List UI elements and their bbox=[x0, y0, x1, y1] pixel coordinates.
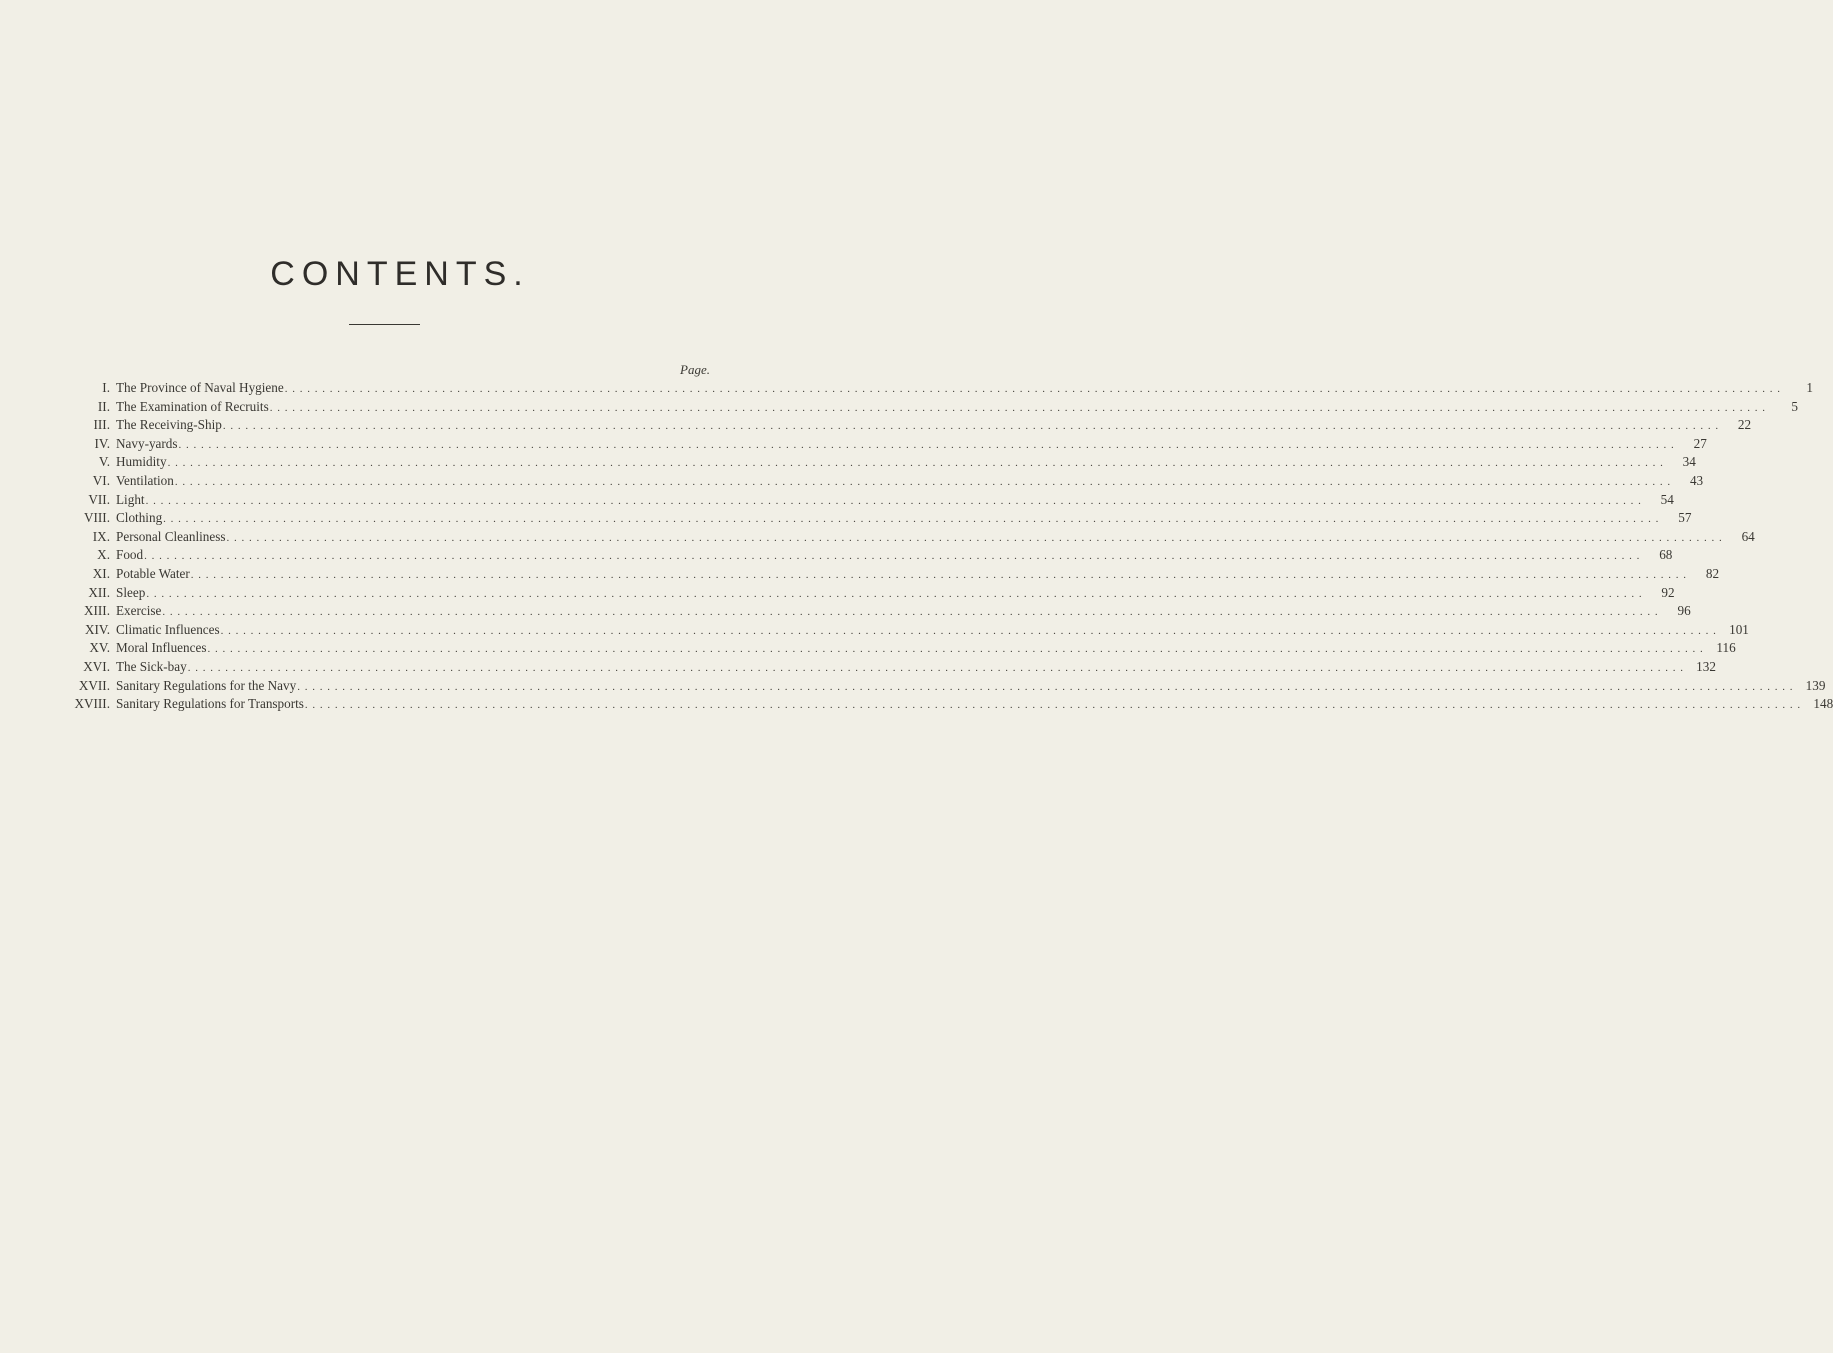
page-number: 92 bbox=[1661, 584, 1675, 600]
chapter-title: The Sick-bay bbox=[116, 658, 187, 674]
dot-leader: . . . . . . . . . . . . . . . . . . . . . . . . . . . . . . . . . . . . . . . . . . . . . . . . . . . . . . . . . . . . . . . . . . . . . . . . . . . . . . . . . . . . . . . . . . . . . . . . . . . . . . . . . . . . . . . . . . . . . . . . . . . . . . . . . . . . . . . . . . . . . . . . . . . . . . . . . . . . . . . . . . . . . . . . . . . . . . . . . . . . . . . . . . . . . . . . . . . . . . . . bbox=[297, 680, 1794, 693]
chapter-number: XVI. bbox=[83, 658, 110, 674]
page-column-label: Page. bbox=[680, 362, 710, 377]
dot-leader: . . . . . . . . . . . . . . . . . . . . . . . . . . . . . . . . . . . . . . . . . . . . . . . . . . . . . . . . . . . . . . . . . . . . . . . . . . . . . . . . . . . . . . . . . . . . . . . . . . . . . . . . . . . . . . . . . . . . . . . . . . . . . . . . . . . . . . . . . . . . . . . . . . . . . . . . . . . . . . . . . . . . . . . . . . . . . . . . . . . . . . . . . . . . . . . . . . . . . . . . bbox=[190, 568, 1688, 581]
toc-entry bbox=[40, 509, 1692, 528]
chapter-number: III. bbox=[93, 417, 110, 433]
chapter-number: XV. bbox=[89, 640, 110, 656]
toc-entry bbox=[40, 472, 1704, 491]
table-of-contents bbox=[40, 379, 1833, 714]
chapter-number: XII. bbox=[88, 584, 110, 600]
dot-leader: . . . . . . . . . . . . . . . . . . . . . . . . . . . . . . . . . . . . . . . . . . . . . . . . . . . . . . . . . . . . . . . . . . . . . . . . . . . . . . . . . . . . . . . . . . . . . . . . . . . . . . . . . . . . . . . . . . . . . . . . . . . . . . . . . . . . . . . . . . . . . . . . . . . . . . . . . . . . . . . . . . . . . . . . . . . . . . . . . . . . . . . . . . . . . . . . . . . . . . . . bbox=[167, 457, 1664, 470]
toc-entry bbox=[40, 677, 1826, 696]
chapter-number: X. bbox=[97, 547, 110, 563]
chapter-title: Food bbox=[116, 547, 144, 563]
toc-entry bbox=[40, 379, 1813, 398]
dot-leader: . . . . . . . . . . . . . . . . . . . . . . . . . . . . . . . . . . . . . . . . . . . . . . . . . . . . . . . . . . . . . . . . . . . . . . . . . . . . . . . . . . . . . . . . . . . . . . . . . . . . . . . . . . . . . . . . . . . . . . . . . . . . . . . . . . . . . . . . . . . . . . . . . . . . . . . . . . . . . . . . . . . . . . . . . . . . . . . . . . . . . . . . . . . . . . . . . . . . . . . . bbox=[174, 475, 1672, 488]
toc-entry bbox=[40, 398, 1798, 417]
chapter-title: Sleep bbox=[116, 584, 146, 600]
page-number: 148 bbox=[1813, 696, 1833, 712]
page-number: 116 bbox=[1716, 640, 1736, 656]
chapter-number: XIII. bbox=[84, 603, 110, 619]
page-number: 68 bbox=[1659, 547, 1673, 563]
dot-leader: . . . . . . . . . . . . . . . . . . . . . . . . . . . . . . . . . . . . . . . . . . . . . . . . . . . . . . . . . . . . . . . . . . . . . . . . . . . . . . . . . . . . . . . . . . . . . . . . . . . . . . . . . . . . . . . . . . . . . . . . . . . . . . . . . . . . . . . . . . . . . . . . . . . . . . . . . . . . . . . . . . . . . . . . . . . . . . . . . . . . . . . . . . . . . . . . . . . . . . . . bbox=[144, 550, 1641, 563]
chapter-title: Exercise bbox=[116, 603, 162, 619]
dot-leader: . . . . . . . . . . . . . . . . . . . . . . . . . . . . . . . . . . . . . . . . . . . . . . . . . . . . . . . . . . . . . . . . . . . . . . . . . . . . . . . . . . . . . . . . . . . . . . . . . . . . . . . . . . . . . . . . . . . . . . . . . . . . . . . . . . . . . . . . . . . . . . . . . . . . . . . . . . . . . . . . . . . . . . . . . . . . . . . . . . . . . . . . . . . . . . . . . . . . . . . . bbox=[145, 494, 1642, 507]
chapter-title: Personal Cleanliness bbox=[116, 528, 226, 544]
chapter-title: Clothing bbox=[116, 510, 163, 526]
page-number: 5 bbox=[1791, 398, 1798, 414]
dot-leader: . . . . . . . . . . . . . . . . . . . . . . . . . . . . . . . . . . . . . . . . . . . . . . . . . . . . . . . . . . . . . . . . . . . . . . . . . . . . . . . . . . . . . . . . . . . . . . . . . . . . . . . . . . . . . . . . . . . . . . . . . . . . . . . . . . . . . . . . . . . . . . . . . . . . . . . . . . . . . . . . . . . . . . . . . . . . . . . . . . . . . . . . . . . . . . . . . . . . . . . . bbox=[269, 401, 1766, 414]
page-number: 139 bbox=[1805, 677, 1826, 693]
chapter-number: VI. bbox=[92, 472, 110, 488]
toc-entry bbox=[40, 453, 1696, 472]
dot-leader: . . . . . . . . . . . . . . . . . . . . . . . . . . . . . . . . . . . . . . . . . . . . . . . . . . . . . . . . . . . . . . . . . . . . . . . . . . . . . . . . . . . . . . . . . . . . . . . . . . . . . . . . . . . . . . . . . . . . . . . . . . . . . . . . . . . . . . . . . . . . . . . . . . . . . . . . . . . . . . . . . . . . . . . . . . . . . . . . . . . . . . . . . . . . . . . . . . . . . . . . bbox=[146, 587, 1643, 600]
chapter-number: XVIII. bbox=[74, 696, 110, 712]
toc-entry bbox=[40, 416, 1752, 435]
page-number: 34 bbox=[1682, 454, 1696, 470]
chapter-title: Sanitary Regulations for the Navy bbox=[116, 677, 297, 693]
toc-entry bbox=[40, 621, 1749, 640]
chapter-number: VIII. bbox=[84, 510, 110, 526]
page-number: 96 bbox=[1677, 603, 1691, 619]
page-number: 82 bbox=[1705, 565, 1720, 581]
chapter-number: IV. bbox=[94, 435, 110, 451]
chapter-title: Light bbox=[116, 491, 145, 507]
toc-entry bbox=[40, 658, 1716, 677]
page-number: 43 bbox=[1689, 472, 1704, 488]
chapter-number: XI. bbox=[92, 565, 110, 581]
toc-entry bbox=[40, 528, 1755, 547]
page-number: 22 bbox=[1737, 417, 1752, 433]
dot-leader: . . . . . . . . . . . . . . . . . . . . . . . . . . . . . . . . . . . . . . . . . . . . . . . . . . . . . . . . . . . . . . . . . . . . . . . . . . . . . . . . . . . . . . . . . . . . . . . . . . . . . . . . . . . . . . . . . . . . . . . . . . . . . . . . . . . . . . . . . . . . . . . . . . . . . . . . . . . . . . . . . . . . . . . . . . . . . . . . . . . . . . . . . . . . . . . . . . . . . . . . bbox=[178, 438, 1675, 451]
dot-leader: . . . . . . . . . . . . . . . . . . . . . . . . . . . . . . . . . . . . . . . . . . . . . . . . . . . . . . . . . . . . . . . . . . . . . . . . . . . . . . . . . . . . . . . . . . . . . . . . . . . . . . . . . . . . . . . . . . . . . . . . . . . . . . . . . . . . . . . . . . . . . . . . . . . . . . . . . . . . . . . . . . . . . . . . . . . . . . . . . . . . . . . . . . . . . . . . . . . . . . . . bbox=[207, 643, 1704, 656]
chapter-number: IX. bbox=[92, 528, 110, 544]
page-number: 27 bbox=[1693, 435, 1707, 451]
page-number: 132 bbox=[1696, 658, 1716, 674]
toc-entry bbox=[40, 602, 1691, 621]
chapter-title: The Receiving-Ship bbox=[116, 417, 222, 433]
toc-entry bbox=[40, 491, 1674, 510]
chapter-title: The Examination of Recruits bbox=[116, 398, 269, 414]
chapter-title: Potable Water bbox=[116, 565, 190, 581]
page-number: 1 bbox=[1806, 380, 1813, 395]
dot-leader: . . . . . . . . . . . . . . . . . . . . . . . . . . . . . . . . . . . . . . . . . . . . . . . . . . . . . . . . . . . . . . . . . . . . . . . . . . . . . . . . . . . . . . . . . . . . . . . . . . . . . . . . . . . . . . . . . . . . . . . . . . . . . . . . . . . . . . . . . . . . . . . . . . . . . . . . . . . . . . . . . . . . . . . . . . . . . . . . . . . . . . . . . . . . . . . . . . . . . . . . bbox=[220, 624, 1717, 637]
dot-leader: . . . . . . . . . . . . . . . . . . . . . . . . . . . . . . . . . . . . . . . . . . . . . . . . . . . . . . . . . . . . . . . . . . . . . . . . . . . . . . . . . . . . . . . . . . . . . . . . . . . . . . . . . . . . . . . . . . . . . . . . . . . . . . . . . . . . . . . . . . . . . . . . . . . . . . . . . . . . . . . . . . . . . . . . . . . . . . . . . . . . . . . . . . . . . . . . . . . . . . . . bbox=[284, 383, 1781, 395]
chapter-number: II. bbox=[97, 398, 110, 414]
chapter-title: Sanitary Regulations for Transports bbox=[116, 696, 304, 712]
dot-leader: . . . . . . . . . . . . . . . . . . . . . . . . . . . . . . . . . . . . . . . . . . . . . . . . . . . . . . . . . . . . . . . . . . . . . . . . . . . . . . . . . . . . . . . . . . . . . . . . . . . . . . . . . . . . . . . . . . . . . . . . . . . . . . . . . . . . . . . . . . . . . . . . . . . . . . . . . . . . . . . . . . . . . . . . . . . . . . . . . . . . . . . . . . . . . . . . . . . . . . . . bbox=[222, 420, 1720, 433]
chapter-title: Humidity bbox=[116, 454, 167, 470]
chapter-title: Moral Influences bbox=[116, 640, 207, 656]
toc-entry bbox=[40, 435, 1707, 454]
dot-leader: . . . . . . . . . . . . . . . . . . . . . . . . . . . . . . . . . . . . . . . . . . . . . . . . . . . . . . . . . . . . . . . . . . . . . . . . . . . . . . . . . . . . . . . . . . . . . . . . . . . . . . . . . . . . . . . . . . . . . . . . . . . . . . . . . . . . . . . . . . . . . . . . . . . . . . . . . . . . . . . . . . . . . . . . . . . . . . . . . . . . . . . . . . . . . . . . . . . . . . . . bbox=[304, 699, 1802, 712]
chapter-title: Climatic Influences bbox=[116, 621, 220, 637]
toc-entry bbox=[40, 695, 1833, 714]
page-number: 64 bbox=[1741, 528, 1755, 544]
page-number: 57 bbox=[1678, 510, 1692, 526]
dot-leader: . . . . . . . . . . . . . . . . . . . . . . . . . . . . . . . . . . . . . . . . . . . . . . . . . . . . . . . . . . . . . . . . . . . . . . . . . . . . . . . . . . . . . . . . . . . . . . . . . . . . . . . . . . . . . . . . . . . . . . . . . . . . . . . . . . . . . . . . . . . . . . . . . . . . . . . . . . . . . . . . . . . . . . . . . . . . . . . . . . . . . . . . . . . . . . . . . . . . . . . . bbox=[226, 531, 1723, 544]
chapter-title: The Province of Naval Hygiene bbox=[116, 380, 284, 395]
chapter-number: I. bbox=[102, 380, 110, 395]
toc-entry bbox=[40, 639, 1736, 658]
chapter-title: Navy-yards bbox=[116, 435, 178, 451]
page-number: 54 bbox=[1660, 491, 1674, 507]
toc-entry bbox=[40, 565, 1720, 584]
dot-leader: . . . . . . . . . . . . . . . . . . . . . . . . . . . . . . . . . . . . . . . . . . . . . . . . . . . . . . . . . . . . . . . . . . . . . . . . . . . . . . . . . . . . . . . . . . . . . . . . . . . . . . . . . . . . . . . . . . . . . . . . . . . . . . . . . . . . . . . . . . . . . . . . . . . . . . . . . . . . . . . . . . . . . . . . . . . . . . . . . . . . . . . . . . . . . . . . . . . . . . . . bbox=[162, 606, 1659, 619]
toc-entry bbox=[40, 546, 1673, 565]
page-title: CONTENTS. bbox=[270, 255, 530, 293]
dot-leader: . . . . . . . . . . . . . . . . . . . . . . . . . . . . . . . . . . . . . . . . . . . . . . . . . . . . . . . . . . . . . . . . . . . . . . . . . . . . . . . . . . . . . . . . . . . . . . . . . . . . . . . . . . . . . . . . . . . . . . . . . . . . . . . . . . . . . . . . . . . . . . . . . . . . . . . . . . . . . . . . . . . . . . . . . . . . . . . . . . . . . . . . . . . . . . . . . . . . . . . . bbox=[163, 513, 1660, 526]
chapter-number: V. bbox=[98, 454, 110, 470]
chapter-title: Ventilation bbox=[116, 472, 174, 488]
dot-leader: . . . . . . . . . . . . . . . . . . . . . . . . . . . . . . . . . . . . . . . . . . . . . . . . . . . . . . . . . . . . . . . . . . . . . . . . . . . . . . . . . . . . . . . . . . . . . . . . . . . . . . . . . . . . . . . . . . . . . . . . . . . . . . . . . . . . . . . . . . . . . . . . . . . . . . . . . . . . . . . . . . . . . . . . . . . . . . . . . . . . . . . . . . . . . . . . . . . . . . . . bbox=[187, 661, 1684, 674]
chapter-number: XIV. bbox=[84, 621, 110, 637]
chapter-number: XVII. bbox=[78, 677, 110, 693]
title-rule bbox=[349, 324, 420, 325]
page-number: 101 bbox=[1729, 621, 1749, 637]
toc-entry bbox=[40, 584, 1675, 603]
chapter-number: VII. bbox=[88, 491, 110, 507]
